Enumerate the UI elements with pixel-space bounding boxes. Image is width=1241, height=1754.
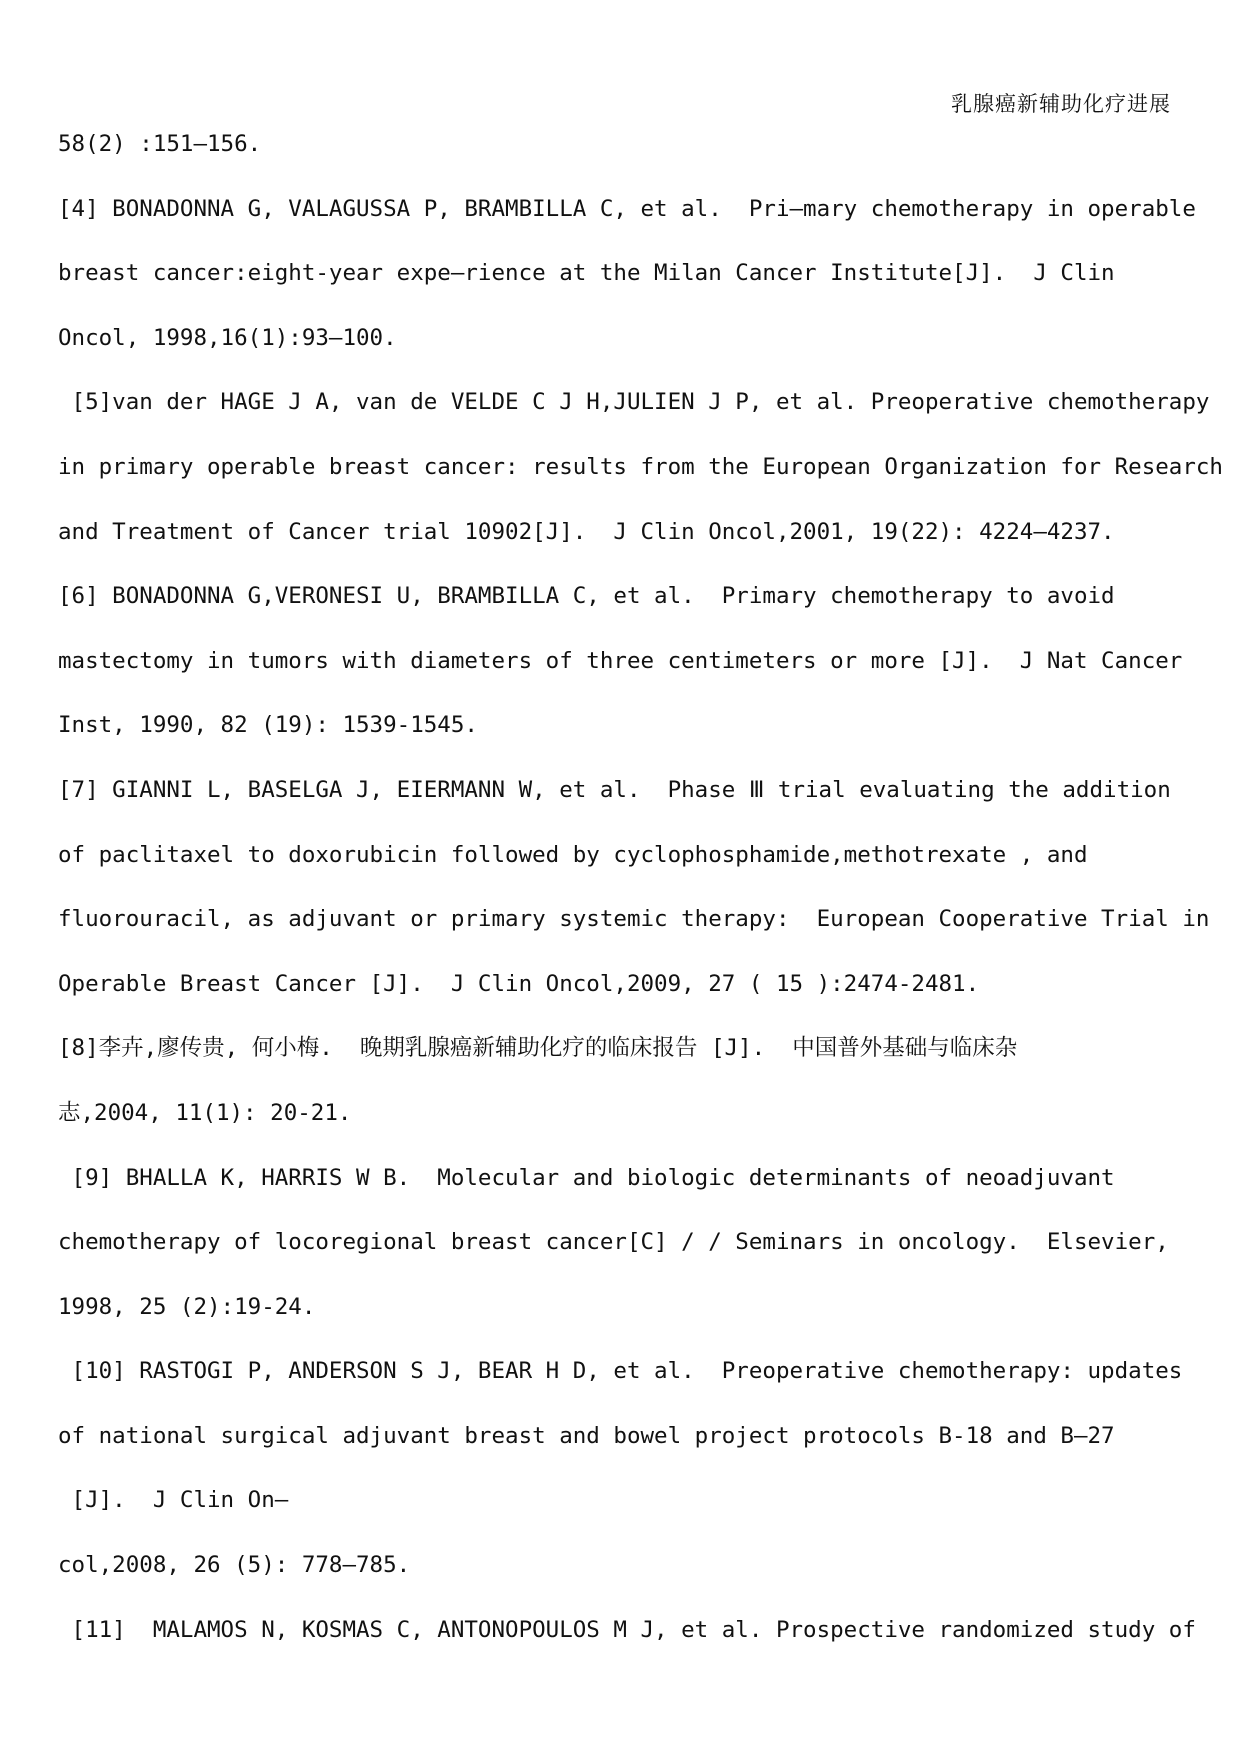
reference-line: [6] BONADONNA G,VERONESI U, BRAMBILLA C, et al. Primary chemotherapy to avoid <box>58 583 1115 610</box>
reference-line: [8]李卉,廖传贵, 何小梅. 晚期乳腺癌新辅助化疗的临床报告 [J]. 中国普外基础与临床杂 <box>58 1035 1018 1062</box>
reference-line: [J]. J Clin On— <box>58 1487 289 1514</box>
reference-line: [4] BONADONNA G, VALAGUSSA P, BRAMBILLA C, et al. Pri—mary chemotherapy in operable <box>58 195 1196 222</box>
reference-line: mastectomy in tumors with diameters of three centimeters or more [J]. J Nat Cancer <box>58 647 1183 674</box>
reference-line: Inst, 1990, 82 (19): 1539-1545. <box>58 712 478 739</box>
reference-line: fluorouracil, as adjuvant or primary systemic therapy: European Cooperative Trial in <box>58 906 1210 933</box>
reference-line: Operable Breast Cancer [J]. J Clin Oncol,2009, 27 ( 15 ):2474-2481. <box>58 970 980 997</box>
reference-line: chemotherapy of locoregional breast cancer[C] / / Seminars in oncology. Elsevier, <box>58 1229 1169 1256</box>
reference-line: of national surgical adjuvant breast and bowel project protocols B-18 and B—27 <box>58 1422 1115 1449</box>
reference-line: [5]van der HAGE J A, van de VELDE C J H,JULIEN J P, et al. Preoperative chemotherapy <box>58 389 1210 416</box>
reference-line: 1998, 25 (2):19-24. <box>58 1293 316 1320</box>
reference-line: col,2008, 26 (5): 778—785. <box>58 1552 411 1579</box>
reference-line: [10] RASTOGI P, ANDERSON S J, BEAR H D, et al. Preoperative chemotherapy: updates <box>58 1358 1183 1385</box>
reference-line: in primary operable breast cancer: results from the European Organization for Research <box>58 453 1223 480</box>
reference-list <box>58 129 1228 1679</box>
reference-line: and Treatment of Cancer trial 10902[J]. J Clin Oncol,2001, 19(22): 4224—4237. <box>58 518 1115 545</box>
reference-line: 58(2) :151—156. <box>58 131 262 157</box>
reference-line: of paclitaxel to doxorubicin followed by cyclophosphamide,methotrexate , and <box>58 841 1088 868</box>
reference-line: Oncol, 1998,16(1):93—100. <box>58 324 397 351</box>
reference-line: 志,2004, 11(1): 20-21. <box>58 1099 352 1126</box>
reference-line: [7] GIANNI L, BASELGA J, EIERMANN W, et al. Phase Ⅲ trial evaluating the addition <box>58 776 1171 803</box>
reference-line: breast cancer:eight-year expe—rience at the Milan Cancer Institute[J]. J Clin <box>58 260 1115 287</box>
running-header-title: 乳腺癌新辅助化疗进展 <box>951 92 1171 116</box>
reference-line: [11] MALAMOS N, KOSMAS C, ANTONOPOULOS M J, et al. Prospective randomized study of <box>58 1616 1196 1643</box>
reference-line: [9] BHALLA K, HARRIS W B. Molecular and biologic determinants of neoadjuvant <box>58 1164 1115 1191</box>
